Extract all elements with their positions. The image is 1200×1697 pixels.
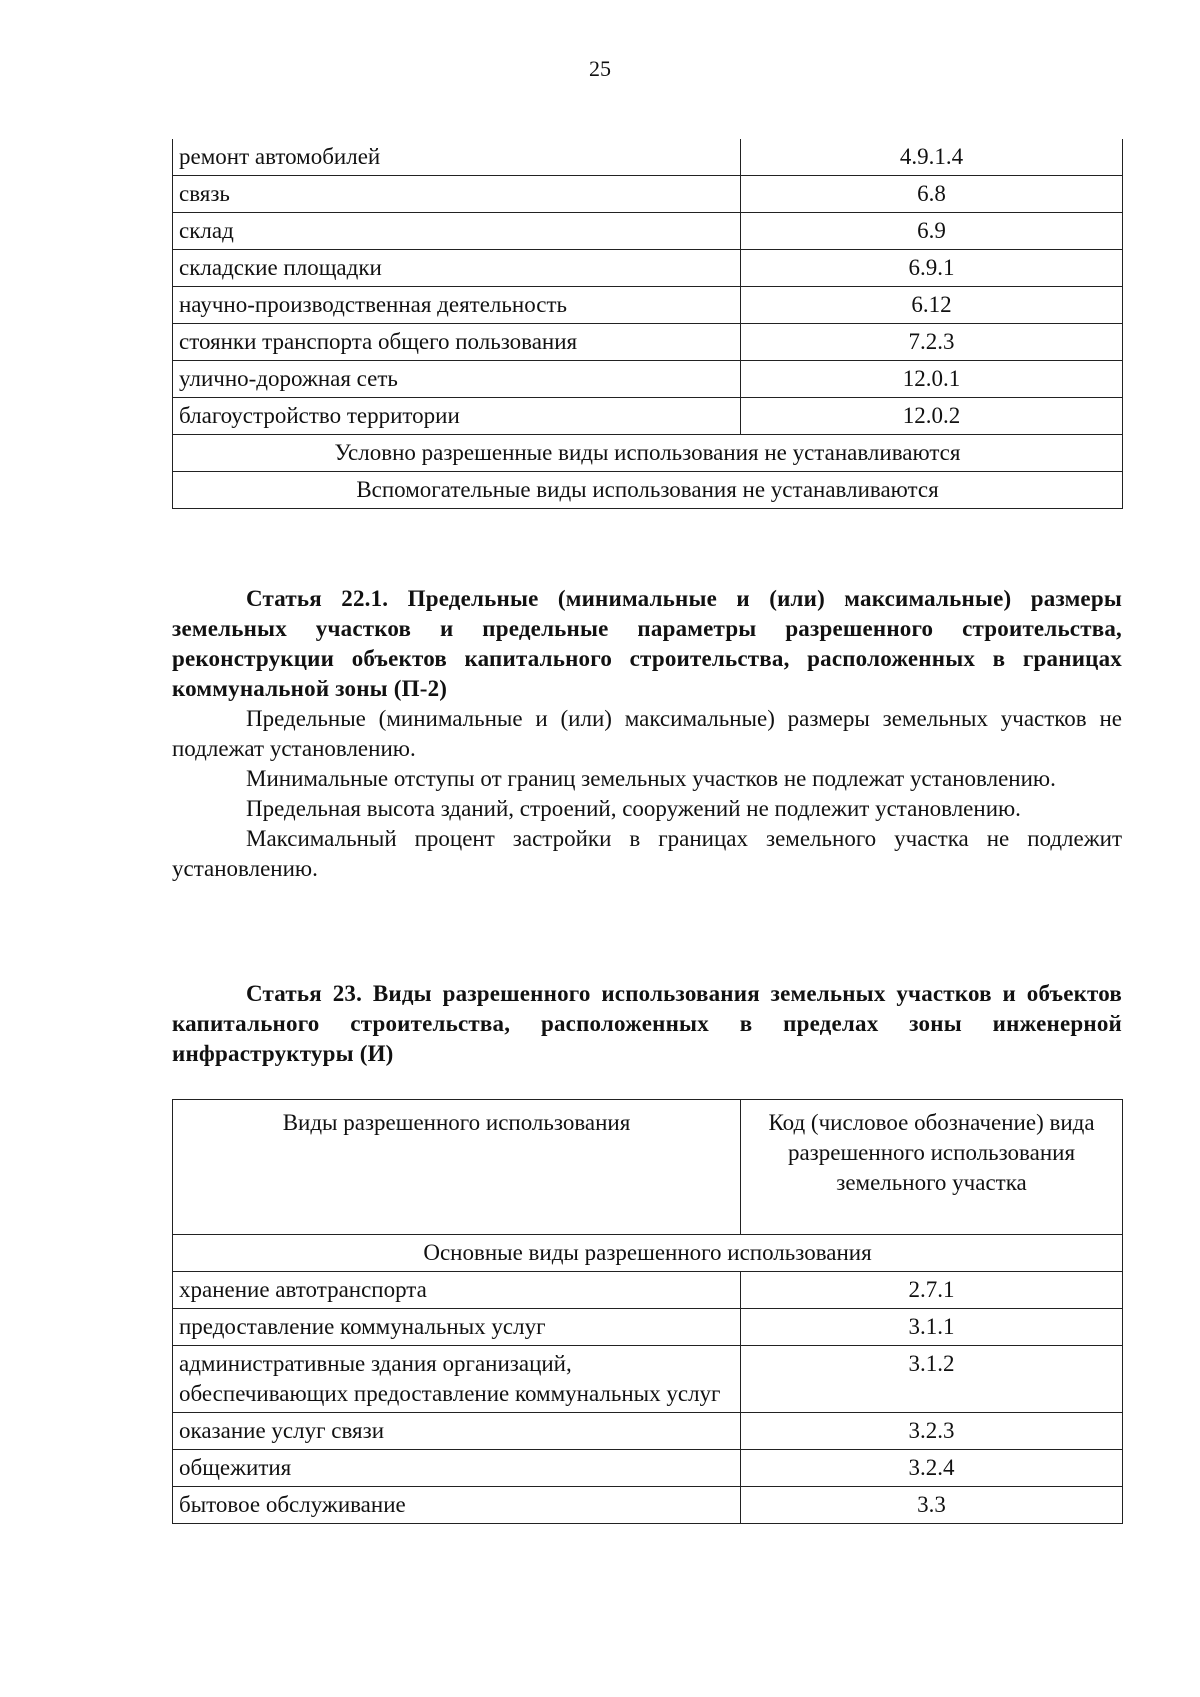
page-number: 25 <box>589 56 611 81</box>
use-code: 6.12 <box>741 287 1123 324</box>
paragraph: Предельные (минимальные и (или) максимальные) размеры земельных участков не подлежат установлению. <box>172 706 1122 761</box>
table-row <box>173 435 1123 472</box>
table-row <box>173 1346 1123 1413</box>
table-row <box>173 324 1123 361</box>
table-row <box>173 176 1123 213</box>
use-code: 12.0.2 <box>741 398 1123 435</box>
use-name: хранение автотранспорта <box>173 1272 741 1309</box>
use-name: благоустройство территории <box>173 398 741 435</box>
table-row <box>173 472 1123 509</box>
use-code: 4.9.1.4 <box>741 139 1123 176</box>
paragraph: Предельная высота зданий, строений, сооружений не подлежит установлению. <box>246 796 1021 821</box>
use-name: улично-дорожная сеть <box>173 361 741 398</box>
use-code: 7.2.3 <box>741 324 1123 361</box>
use-name: ремонт автомобилей <box>173 139 741 176</box>
table-row <box>173 250 1123 287</box>
table-row <box>173 139 1123 176</box>
article-22-1-title: Статья 22.1. Предельные (минимальные и (или) максимальные) размеры земельных участков и предельные параметры разрешенного строительства, реконструкции объектов капитального строительства, расположенных в границах коммунальной зоны (П-2) <box>172 586 1122 701</box>
table-row <box>173 1235 1123 1272</box>
use-name: складские площадки <box>173 250 741 287</box>
use-name: стоянки транспорта общего пользования <box>173 324 741 361</box>
table-header-row <box>173 1100 1123 1235</box>
use-code: 6.9 <box>741 213 1123 250</box>
paragraph: Минимальные отступы от границ земельных участков не подлежат установлению. <box>246 766 1056 791</box>
table-row <box>173 1413 1123 1450</box>
use-code: 6.9.1 <box>741 250 1123 287</box>
header-use-code: Код (числовое обозначение) вида разрешенного использования земельного участка <box>741 1100 1123 1235</box>
use-name: оказание услуг связи <box>173 1413 741 1450</box>
article-23 <box>172 979 1122 1069</box>
land-use-table-infrastructure <box>172 1099 1123 1524</box>
use-name: склад <box>173 213 741 250</box>
use-name: связь <box>173 176 741 213</box>
header-use-name: Виды разрешенного использования <box>173 1100 741 1235</box>
article-22-1 <box>172 584 1122 884</box>
table-row <box>173 1450 1123 1487</box>
use-name: общежития <box>173 1450 741 1487</box>
use-code: 6.8 <box>741 176 1123 213</box>
use-code: 12.0.1 <box>741 361 1123 398</box>
table-row <box>173 287 1123 324</box>
table-row <box>173 361 1123 398</box>
table-row <box>173 1487 1123 1524</box>
use-name: административные здания организаций, обеспечивающих предоставление коммунальных услуг <box>173 1346 741 1413</box>
paragraph: Максимальный процент застройки в границах земельного участка не подлежит установлению. <box>172 826 1122 881</box>
use-code: 3.2.3 <box>741 1413 1123 1450</box>
land-use-table-continued <box>172 139 1123 509</box>
table-row <box>173 398 1123 435</box>
table-row <box>173 1272 1123 1309</box>
auxiliary-uses-note: Вспомогательные виды использования не устанавливаются <box>173 472 1123 509</box>
use-code: 3.2.4 <box>741 1450 1123 1487</box>
use-code: 3.1.1 <box>741 1309 1123 1346</box>
use-name: научно-производственная деятельность <box>173 287 741 324</box>
use-code: 2.7.1 <box>741 1272 1123 1309</box>
use-code: 3.3 <box>741 1487 1123 1524</box>
use-name: предоставление коммунальных услуг <box>173 1309 741 1346</box>
section-title: Основные виды разрешенного использования <box>173 1235 1123 1272</box>
conditional-uses-note: Условно разрешенные виды использования не устанавливаются <box>173 435 1123 472</box>
table-row <box>173 213 1123 250</box>
article-23-title: Статья 23. Виды разрешенного использования земельных участков и объектов капитального строительства, расположенных в пределах зоны инженерной инфраструктуры (И) <box>172 981 1122 1066</box>
use-code: 3.1.2 <box>741 1346 1123 1413</box>
use-name: бытовое обслуживание <box>173 1487 741 1524</box>
table-row <box>173 1309 1123 1346</box>
